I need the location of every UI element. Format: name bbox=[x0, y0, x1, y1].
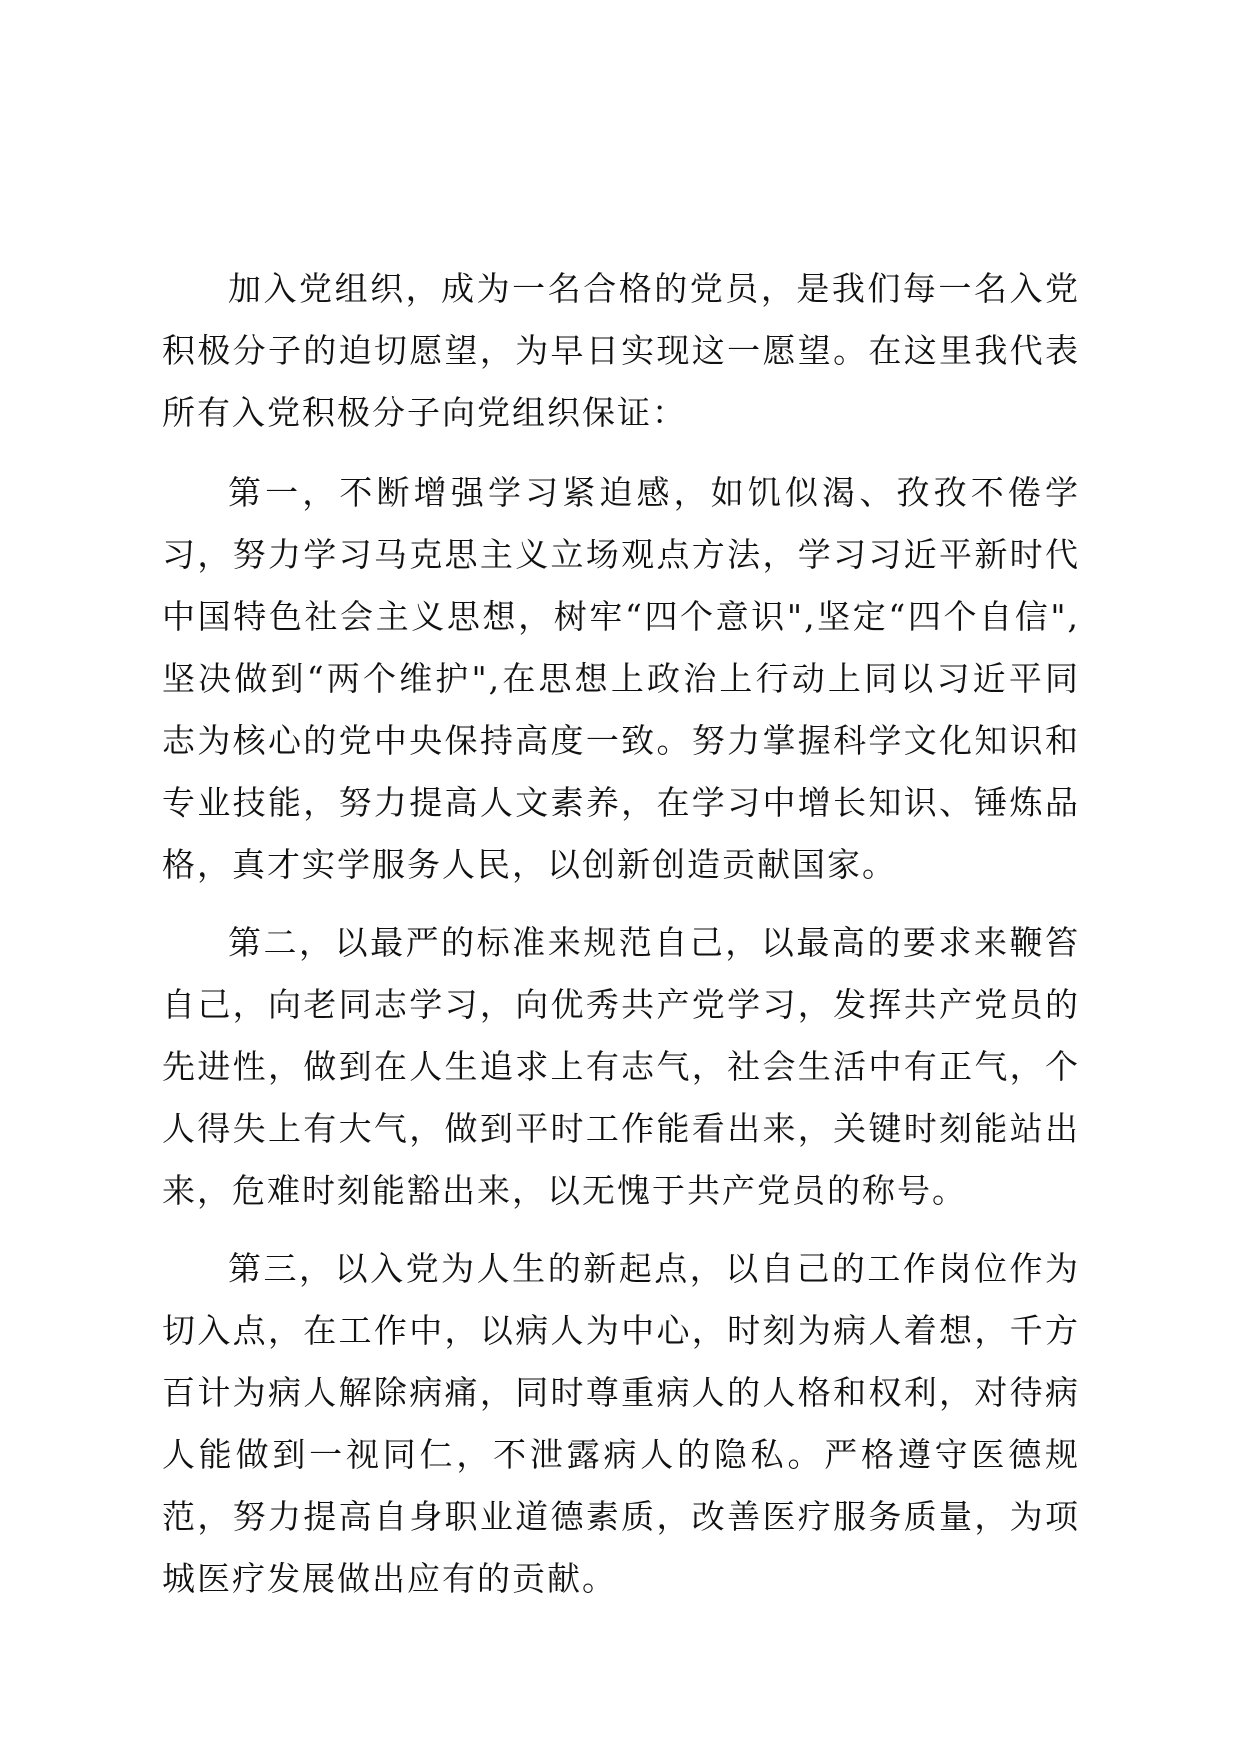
document-body bbox=[162, 258, 1080, 1610]
paragraph-intro: 加入党组织，成为一名合格的党员，是我们每一名入党积极分子的迫切愿望，为早日实现这一愿望。在这里我代表所有入党积极分子向党组织保证： bbox=[162, 269, 1080, 432]
paragraph-third-pledge: 第三，以入党为人生的新起点，以自己的工作岗位作为切入点，在工作中，以病人为中心，时刻为病人着想，千方百计为病人解除病痛，同时尊重病人的人格和权利，对待病人能做到一视同仁，不泄露病人的隐私。严格遵守医德规范，努力提高自身职业道德素质，改善医疗服务质量，为项城医疗发展做出应有的贡献。 bbox=[162, 1249, 1080, 1598]
paragraph-first-pledge: 第一，不断增强学习紧迫感，如饥似渴、孜孜不倦学习，努力学习马克思主义立场观点方法，学习习近平新时代中国特色社会主义思想，树牢“四个意识",坚定“四个自信",坚决做到“两个维护",在思想上政治上行动上同以习近平同志为核心的党中央保持高度一致。努力掌握科学文化知识和专业技能，努力提高人文素养，在学习中增长知识、锤炼品格，真才实学服务人民，以创新创造贡献国家。 bbox=[162, 473, 1080, 884]
paragraph-second-pledge: 第二，以最严的标准来规范自己，以最高的要求来鞭笞自己，向老同志学习，向优秀共产党学习，发挥共产党员的先进性，做到在人生追求上有志气，社会生活中有正气，个人得失上有大气，做到平时工作能看出来，关键时刻能站出来，危难时刻能豁出来，以无愧于共产党员的称号。 bbox=[162, 923, 1080, 1210]
